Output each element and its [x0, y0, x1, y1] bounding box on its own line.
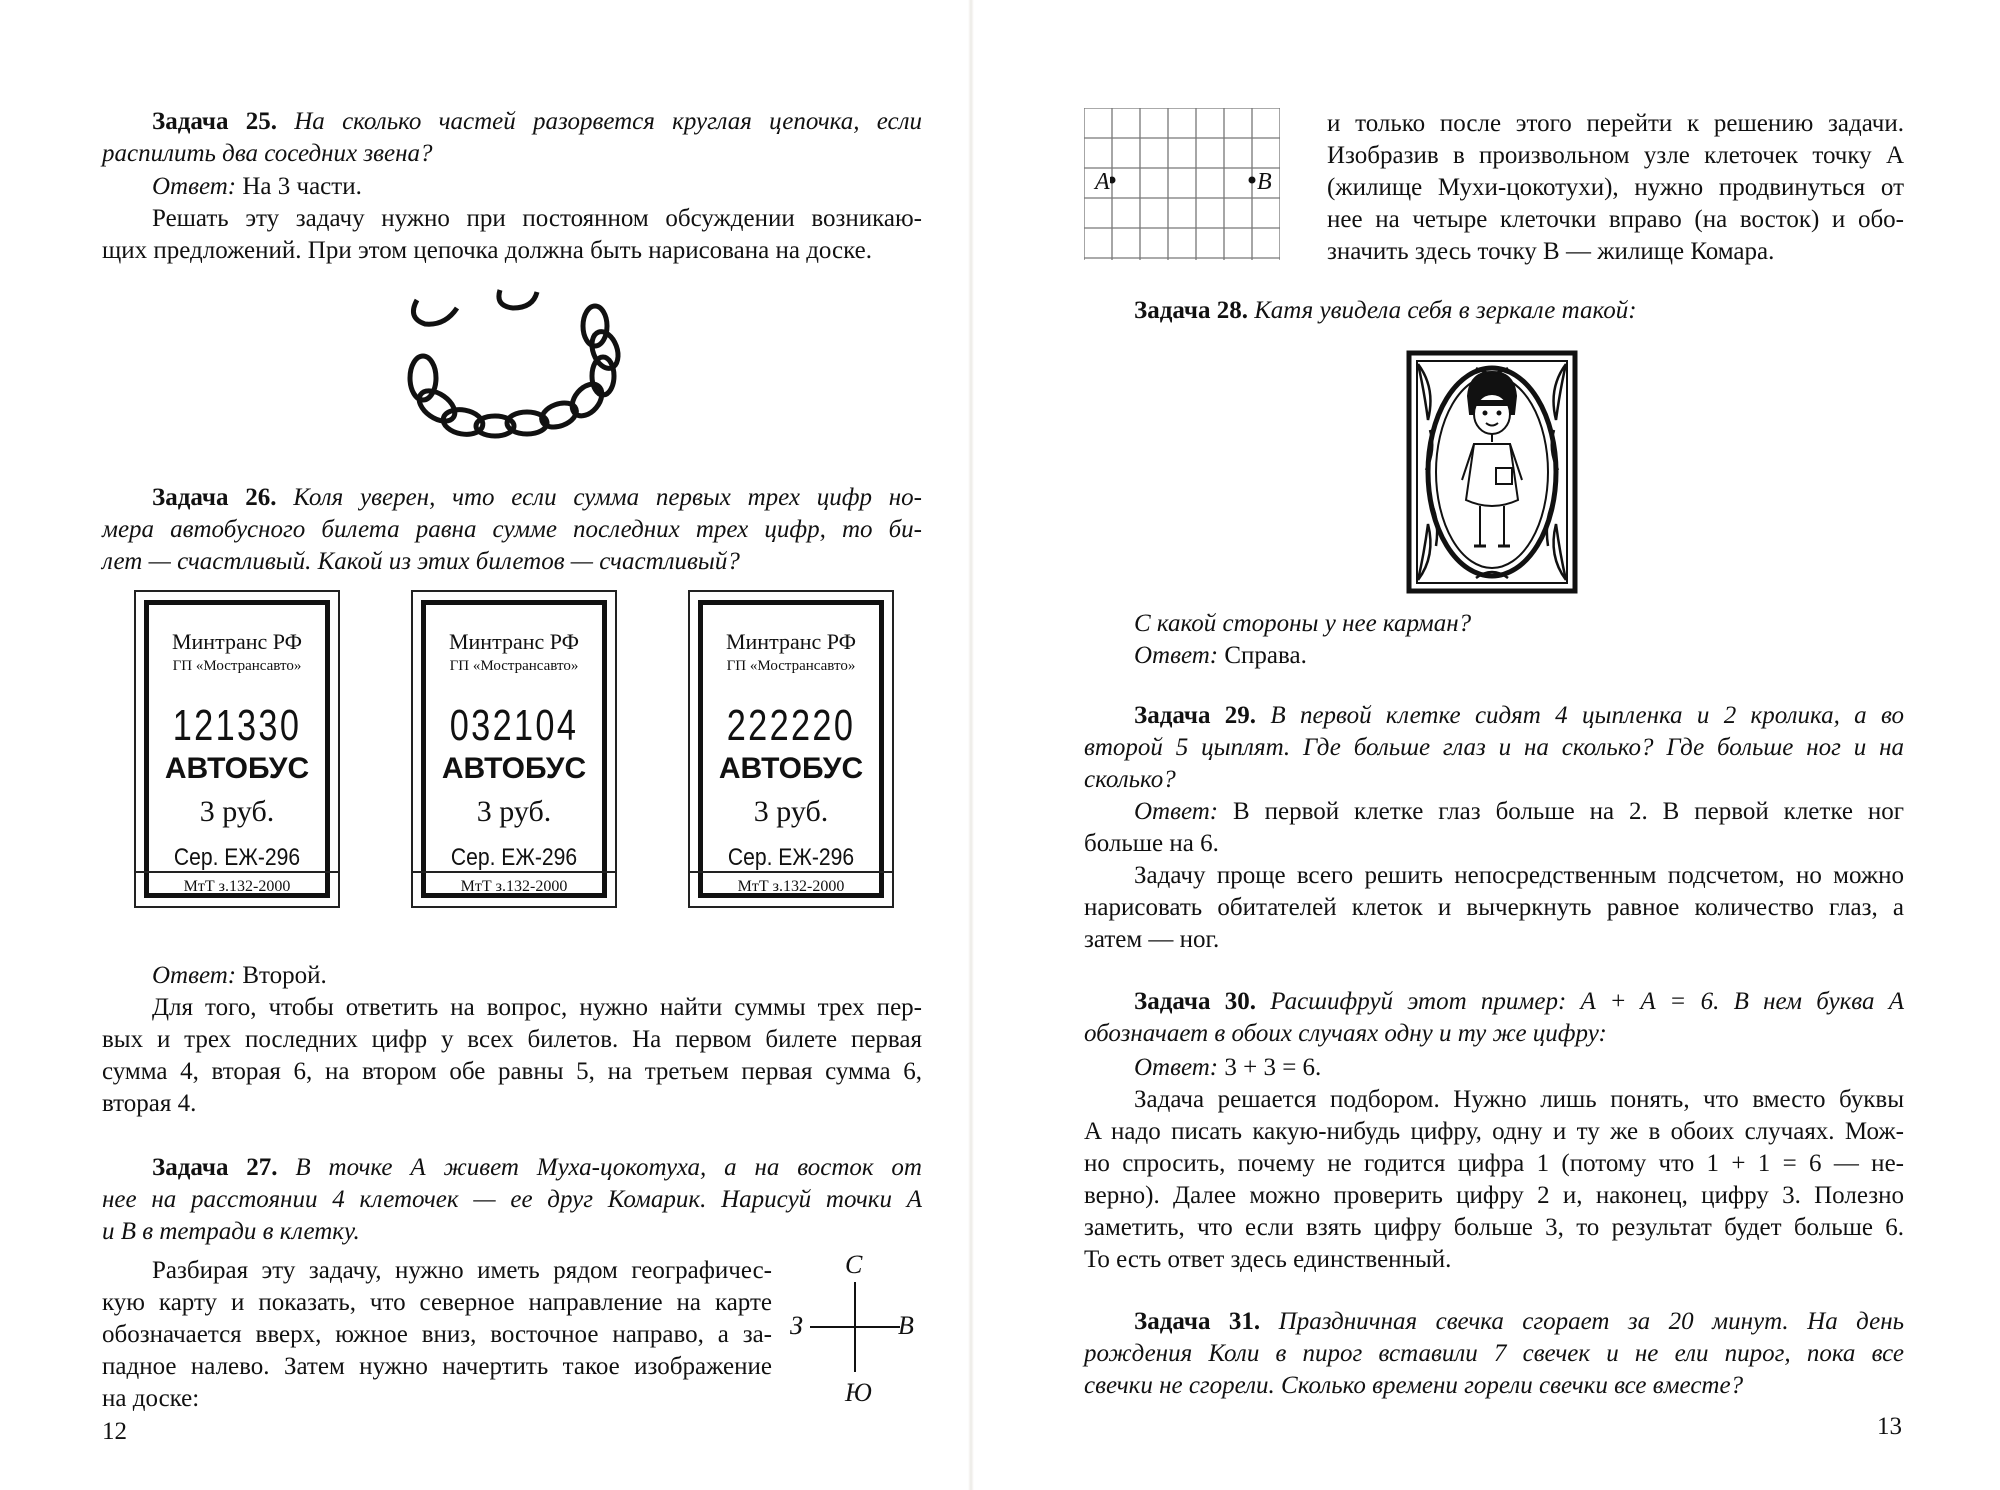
- task25-body-line: щих предложений. При этом цепочка должна быть нарисована на доске.: [102, 237, 873, 264]
- ticket-series: Сер. ЕЖ-296: [173, 844, 301, 871]
- task29-question: Задача 29. В первой клетке сидят 4 цыпленка и 2 кролика, а во: [1134, 702, 1904, 729]
- task27-continued-line: нее на четыре клеточки вправо (на восток) и обо-: [1327, 206, 1904, 233]
- task27-body-line: падное налево. Затем нужно начертить такое изображение: [102, 1353, 772, 1380]
- task30-question: Задача 30. Расшифруй этот пример: A + A = 6. В нем буква A: [1134, 988, 1904, 1015]
- task27-body-line: на доске:: [102, 1385, 200, 1412]
- task25-label: Задача 25.: [152, 108, 277, 135]
- task26-question: Задача 26. Коля уверен, что если сумма первых трех цифр но-: [152, 484, 923, 511]
- task27-continued-line: (жилище Мухи-цокотухи), нужно продвинуться от: [1327, 174, 1904, 201]
- ticket-type: АВТОБУС: [718, 752, 864, 785]
- task25-question-end: распилить два соседних звена?: [102, 140, 433, 167]
- ticket-divider: [136, 871, 338, 873]
- task29-body-line: нарисовать обитателей клеток и вычеркнуть равное количество глаз, а: [1084, 894, 1904, 921]
- task29-answer: Ответ: В первой клетке глаз больше на 2. В первой клетке ног: [1134, 798, 1904, 825]
- ticket-org: Минтранс РФ: [171, 629, 303, 654]
- ticket-price: 3 руб.: [753, 795, 829, 828]
- point-b-marker: [1249, 177, 1256, 184]
- task30-body-line: Задача решается подбором. Нужно лишь понять, что вместо буквы: [1134, 1086, 1904, 1113]
- task26-body-line: Для того, чтобы ответить на вопрос, нужно найти суммы трех пер-: [152, 994, 922, 1021]
- task28-label: Задача 28.: [1134, 297, 1248, 324]
- task30-body-line: заметить, что если взять цифру больше 3, то результат будет больше 6.: [1084, 1214, 1904, 1241]
- ticket-company: ГП «Мострансавто»: [726, 658, 856, 674]
- task30-question-line: обозначает в обоих случаях одну и ту же цифру:: [1084, 1020, 1607, 1047]
- compass-cross: [810, 1282, 900, 1372]
- task27-body-line: кую карту и показать, что северное направление на карте: [102, 1289, 772, 1316]
- compass-west-label: З: [790, 1311, 803, 1340]
- ticket-footer: МтТ з.132-2000: [737, 878, 845, 895]
- task28-question: Задача 28. Катя увидела себя в зеркале такой:: [1134, 297, 1637, 324]
- task27-question-line: и В в тетради в клетку.: [102, 1218, 360, 1245]
- page-number: 12: [102, 1418, 127, 1445]
- task30-label: Задача 30.: [1134, 988, 1256, 1015]
- task27-question: Задача 27. В точке А живет Муха-цокотуха, а на восток от: [152, 1154, 922, 1181]
- bus-ticket: [688, 590, 894, 908]
- task26-body-line: сумма 4, вторая 6, на втором обе равны 5, на третьем первая сумма 6,: [102, 1058, 922, 1085]
- task29-body-line: Задачу проще всего решить непосредственным подсчетом, но можно: [1134, 862, 1904, 889]
- ticket-divider: [690, 871, 892, 873]
- task26-label: Задача 26.: [152, 484, 277, 511]
- task29-question-line: сколько?: [1084, 766, 1176, 793]
- task30-body-line: но спросить, почему не годится цифра 1 (потому что 1 + 1 = 6 — не-: [1084, 1150, 1904, 1177]
- left-page: [0, 0, 968, 1490]
- task25-answer: Ответ: На 3 части.: [152, 173, 362, 200]
- ticket-number: 222220: [726, 701, 856, 750]
- chain-illustration: [395, 278, 635, 448]
- task30-body-line: То есть ответ здесь единственный.: [1084, 1246, 1452, 1273]
- bus-ticket: [134, 590, 340, 908]
- ticket-org: Минтранс РФ: [448, 629, 580, 654]
- task26-answer: Ответ: Второй.: [152, 962, 327, 989]
- ticket-price: 3 руб.: [476, 795, 552, 828]
- task27-body-line: Разбирая эту задачу, нужно иметь рядом географичес-: [152, 1257, 772, 1284]
- right-page: [974, 0, 2000, 1490]
- ticket-type: АВТОБУС: [441, 752, 587, 785]
- point-a-label: A: [1095, 169, 1110, 195]
- task26-question-line: мера автобусного билета равна сумме последних трех цифр, то би-: [102, 516, 922, 543]
- compass-south-label: Ю: [845, 1378, 872, 1407]
- task28-subquestion: С какой стороны у нее карман?: [1134, 610, 1472, 637]
- task30-body-line: верно). Далее можно проверить цифру 2 и, наконец, цифру 3. Полезно: [1084, 1182, 1904, 1209]
- task28-answer: Ответ: Справа.: [1134, 642, 1307, 669]
- task27-label: Задача 27.: [152, 1154, 278, 1181]
- task30-answer: Ответ: 3 + 3 = 6.: [1134, 1054, 1322, 1081]
- task31-question-line: рождения Коли в пирог вставили 7 свечек и не ели пирог, пока все: [1084, 1340, 1904, 1367]
- ticket-type: АВТОБУС: [164, 752, 310, 785]
- task27-continued-line: и только после этого перейти к решению задачи.: [1327, 110, 1904, 137]
- task31-label: Задача 31.: [1134, 1308, 1261, 1335]
- task26-body-line: вых и трех последних цифр у всех билетов. На первом билете первая: [102, 1026, 922, 1053]
- task27-continued-line: значить здесь точку B — жилище Комара.: [1327, 238, 1775, 265]
- task27-question-line: нее на расстоянии 4 клеточек — ее друг Комарик. Нарисуй точки А: [102, 1186, 922, 1213]
- task29-question-line: второй 5 цыплят. Где больше глаз и на сколько? Где больше ног и на: [1084, 734, 1904, 761]
- task25-body-line: Решать эту задачу нужно при постоянном обсуждении возникаю-: [152, 205, 922, 232]
- ticket-number: 032104: [449, 701, 579, 750]
- task26-question-line: лет — счастливый. Какой из этих билетов — счастливый?: [102, 548, 740, 575]
- compass-east-label: В: [898, 1311, 914, 1340]
- compass-north-label: С: [845, 1250, 863, 1279]
- task27-body-line: обозначается вверх, южное вниз, восточное направо, а за-: [102, 1321, 772, 1348]
- page-number: 13: [1877, 1413, 1902, 1440]
- ticket-frame: [421, 600, 607, 898]
- ticket-footer: МтТ з.132-2000: [460, 878, 568, 895]
- ticket-price: 3 руб.: [199, 795, 275, 828]
- task25-question: Задача 25. На сколько частей разорвется круглая цепочка, если: [152, 108, 922, 135]
- task26-body-line: вторая 4.: [102, 1090, 197, 1117]
- ticket-company: ГП «Мострансавто»: [172, 658, 302, 674]
- ticket-series: Сер. ЕЖ-296: [727, 844, 855, 871]
- ticket-org: Минтранс РФ: [725, 629, 857, 654]
- ticket-company: ГП «Мострансавто»: [449, 658, 579, 674]
- ticket-frame: [698, 600, 884, 898]
- grid-diagram: [1084, 108, 1280, 260]
- ticket-divider: [413, 871, 615, 873]
- task31-question: Задача 31. Праздничная свечка сгорает за 20 минут. На день: [1134, 1308, 1905, 1335]
- task29-answer-line: больше на 6.: [1084, 830, 1219, 857]
- bus-ticket: [411, 590, 617, 908]
- ticket-series: Сер. ЕЖ-296: [450, 844, 578, 871]
- task29-label: Задача 29.: [1134, 702, 1257, 729]
- task29-body-line: затем — ног.: [1084, 926, 1220, 953]
- task31-question-line: свечки не сгорели. Сколько времени горели свечки все вместе?: [1084, 1372, 1744, 1399]
- ticket-frame: [144, 600, 330, 898]
- task27-continued-line: Изобразив в произвольном узле клеточек точку A: [1327, 142, 1904, 169]
- mirror-illustration: [1406, 350, 1578, 594]
- ticket-footer: МтТ з.132-2000: [183, 878, 291, 895]
- task30-body-line: A надо писать какую-нибудь цифру, одну и ту же в обоих случаях. Мож-: [1084, 1118, 1904, 1145]
- point-b-label: B: [1257, 169, 1272, 195]
- ticket-number: 121330: [172, 701, 302, 750]
